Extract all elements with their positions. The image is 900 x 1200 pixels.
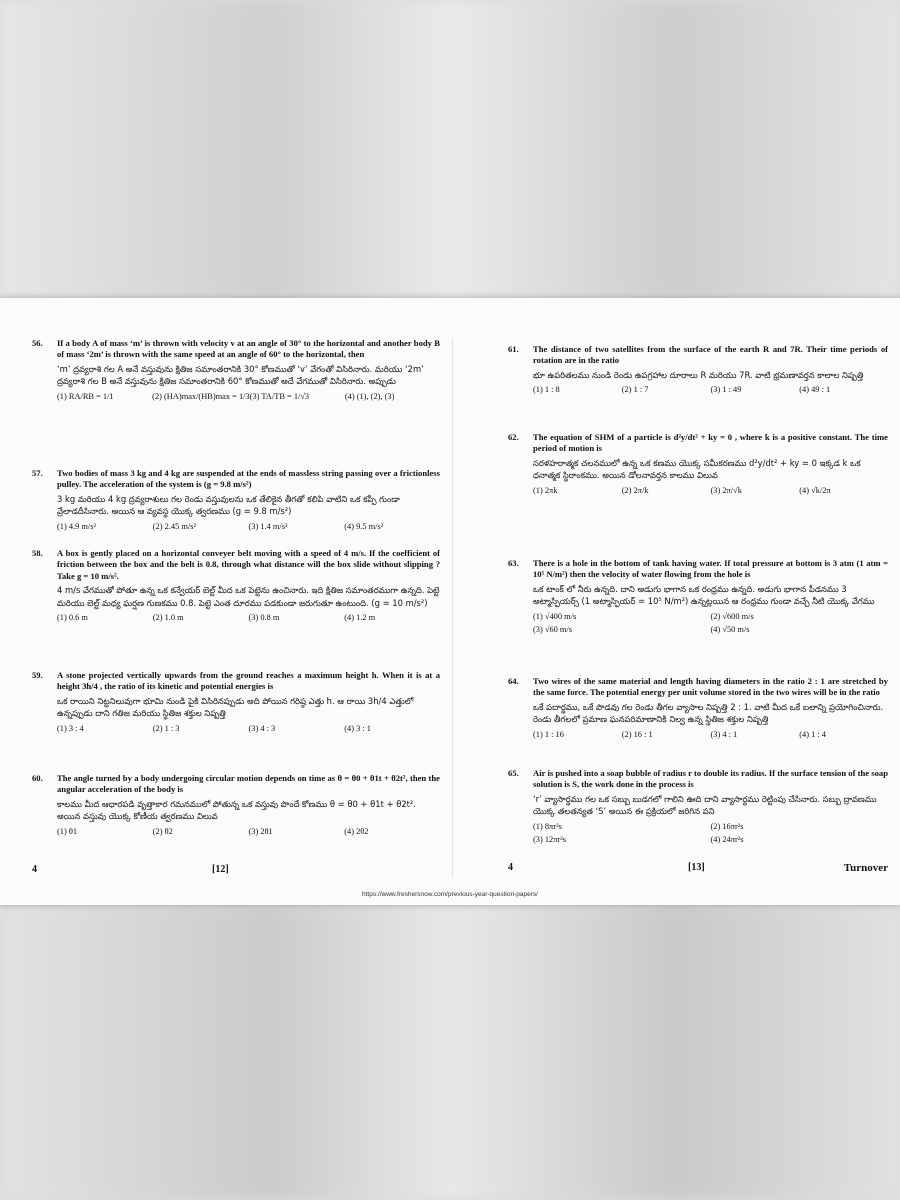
option-2: (2) 16πr²s (710, 822, 744, 831)
option-4: (4) (1), (2), (3) (344, 392, 395, 401)
question-text-english: Two bodies of mass 3 kg and 4 kg are suspended at the ends of massless string passing over a frictionless pulley. The acceleration of the system is (g = 9.8 m/s²) (57, 468, 440, 490)
question-text-telugu: 4 m/s వేగముతో పోతూ ఉన్న ఒక కన్వేయర్ బెల్ట్ మీద ఒక పెట్టెను ఉంచినారు. ఇది క్షితిజ సమాంతరముగా ఉన్నది. పెట్టె మరియు బెల్ట్ మధ్య ఘర్షణ గుణకము 0.8. పెట్టె ఎంత దూరము పడకుండా జరుగుతూ ఉంటుంది. (g = 10 m/s²) (57, 585, 440, 608)
option-4: (4) 9.5 m/s² (344, 522, 384, 531)
question-number: 57. (32, 468, 43, 478)
column-divider (452, 338, 453, 878)
option-3: (3) √60 m/s (533, 625, 573, 635)
option-2: (2) 2.45 m/s² (152, 522, 196, 531)
question-number: 63. (508, 558, 519, 568)
question-number: 65. (508, 768, 519, 778)
answer-options (533, 611, 888, 636)
page-number-center: [13] (688, 862, 705, 873)
question-58 (32, 548, 440, 624)
option-3: (3) TA/TB = 1/√3 (249, 392, 310, 401)
question-65 (508, 768, 888, 846)
option-1: (1) 1 : 8 (533, 385, 560, 395)
question-number: 64. (508, 676, 519, 686)
option-1: (1) 2πk (533, 486, 558, 495)
question-text-telugu: సరళహరాత్మక చలనములో ఉన్న ఒక కణము యొక్క సమీకరణము d²y/dt² + ky = 0 ఇక్కడ k ఒక ధనాత్మక స్థిరాంకము. అయిన డోలనావర్తన కాలము విలువ (533, 457, 861, 481)
question-text-english: There is a hole in the bottom of tank having water. If total pressure at bottom is 3 atm (1 atm = 10⁵ N/m²) then the velocity of water flowing from the hole is (533, 558, 888, 580)
question-text-english: A box is gently placed on a horizontal conveyer belt moving with a speed of 4 m/s. If the coefficient of friction between the box and the belt is 0.8, through what distance will the box slide without slipping ? Take g = 10 m/s². (57, 548, 440, 581)
question-text-telugu: ‘m’ ద్రవ్యరాశి గల A అనే వస్తువును క్షితిజ సమాంతరానికి 30° కోణముతో ‘v’ వేగంతో విసిరినారు. మరియు ‘2m’ ద్రవ్యరాశి గల B అనే వస్తువును క్షితిజ సమాంతరానికి 60° కోణముతో అదే వేగముతో విసిరినారు. అప్పుడు (57, 363, 424, 387)
question-number: 62. (508, 432, 519, 442)
page-number-center: [12] (212, 864, 229, 875)
option-1: (1) 8πr²s (533, 822, 562, 831)
answer-options (57, 612, 440, 623)
question-63 (508, 558, 888, 636)
question-number: 60. (32, 773, 43, 783)
option-4: (4) √50 m/s (710, 625, 750, 635)
option-2: (2) 1 : 3 (152, 724, 180, 733)
question-paper-spread (0, 298, 900, 905)
option-2: (2) (HA)max/(HB)max = 1/3 (152, 392, 250, 401)
option-2: (2) √600 m/s (710, 612, 754, 621)
question-61 (508, 344, 888, 396)
question-text-english: The angle turned by a body undergoing circular motion depends on time as θ = θ0 + θ1t + θ2t², then the angular acceleration of the body is (57, 773, 440, 795)
question-59 (32, 670, 440, 734)
option-4: (4) 49 : 1 (799, 385, 831, 395)
option-4: (4) 1.2 m (344, 613, 376, 623)
option-3: (3) 1 : 49 (710, 385, 742, 395)
question-text-telugu: ఒక టాంక్ లో నీరు ఉన్నది. దాని అడుగు భాగాన ఒక రంధ్రము ఉన్నది. అడుగు భాగాన పీడనము 3 అట్మాస్ఫియర్స్ (1 అట్మాస్ఫియర్ = 10⁵ N/m²) ఉన్నట్లయిన ఆ రంధ్రము గుండా వచ్చే నీటి యొక్క వేగము (533, 583, 875, 607)
option-3: (3) 2θ1 (248, 827, 273, 836)
page-number-left: 4 (508, 862, 513, 873)
option-4: (4) 24πr²s (710, 835, 744, 845)
option-2: (2) 1.0 m (152, 613, 184, 623)
option-3: (3) 2π/√k (710, 486, 742, 495)
option-1: (1) √400 m/s (533, 612, 577, 621)
question-text-english: Two wires of the same material and length having diameters in the ratio 2 : 1 are stretched by the same force. The potential energy per unit volume stored in the two wires will be in the ratio (533, 676, 888, 698)
question-number: 58. (32, 548, 43, 558)
question-number: 56. (32, 338, 43, 348)
option-3: (3) 4 : 3 (248, 724, 276, 733)
footer-url[interactable]: https://www.freshersnow.com/previous-year-question-papers/ (362, 891, 538, 898)
question-57 (32, 468, 440, 532)
option-4: (4) √k/2π (799, 486, 831, 495)
question-number: 59. (32, 670, 43, 680)
option-2: (2) θ2 (152, 827, 173, 836)
option-1: (1) 4.9 m/s² (57, 522, 97, 531)
option-4: (4) 1 : 4 (799, 730, 826, 739)
question-text-telugu: ‘r’ వ్యాసార్థము గల ఒక సబ్బు బుడగలో గాలిని ఊది దాని వ్యాసార్థము రెట్టింపు చేసినారు. సబ్బు ద్రావణము యొక్క తలతన్యత ‘S’ అయిన ఈ ప్రక్రియలో జరిగిన పని (533, 793, 877, 817)
answer-options (57, 723, 440, 734)
turnover-label: Turnover (843, 862, 888, 874)
blurred-previous-page (0, 0, 900, 298)
question-text-english: If a body A of mass ‘m’ is thrown with velocity v at an angle of 30° to the horizontal and another body B of mass ‘2m’ is thrown with the same speed at an angle of 60° to the horizontal, then (57, 338, 440, 360)
option-3: (3) 12πr²s (533, 835, 567, 845)
question-text-telugu: కాలము మీద ఆధారపడి వృత్తాకార గమనములో పోతున్న ఒక వస్తువు పొందే కోణము θ = θ0 + θ1t + θ2t². అయిన వస్తువు యొక్క కోణీయ త్వరణము విలువ (57, 798, 416, 822)
question-text-telugu: 3 kg మరియు 4 kg ద్రవ్యరాశులు గల రెండు వస్తువులను ఒక తేలికైన తీగతో కలిపి వాటిని ఒక కప్పీ గుండా వ్రేలాడదీసినారు. అయిన ఆ వ్యవస్థ యొక్క త్వరణము (g = 9.8 m/s²) (57, 493, 400, 517)
question-text-telugu: ఒక రాయిని నిట్టనిలువుగా భూమి నుండి పైకి విసిరినప్పుడు అది పోయిన గరిష్ఠ ఎత్తు h. ఆ రాయి 3h/4 ఎత్తులో ఉన్నప్పుడు దాని గతిజ మరియు స్థితిజ శక్తుల నిష్పత్తి (57, 695, 414, 719)
question-text-telugu: భూ ఉపరితలము నుండి రెండు ఉపగ్రహాల దూరాలు R మరియు 7R. వాటి భ్రమణావర్తన కాలాల నిష్పత్తి (533, 369, 864, 380)
question-text-english: The distance of two satellites from the surface of the earth R and 7R. Their time periods of rotation are in the ratio (533, 344, 888, 366)
option-2: (2) 2π/k (621, 486, 649, 495)
question-text-english: A stone projected vertically upwards from the ground reaches a maximum height h. When it is at a height 3h/4 , the ratio of its kinetic and potential energies is (57, 670, 440, 692)
question-text-telugu: ఒకే పదార్థము, ఒకే పొడవు గల రెండు తీగల వ్యాసాల నిష్పత్తి 2 : 1. వాటి మీద ఒకే బలాన్ని ప్రయోగించినారు. రెండు తీగలలో ప్రమాణ ఘనపరిమాణానికి నిల్వ ఉన్న స్థితిజ శక్తుల నిష్పత్తి (533, 701, 884, 725)
blurred-next-page (0, 905, 900, 1200)
question-64 (508, 676, 888, 740)
question-number: 61. (508, 344, 519, 354)
option-1: (1) 0.6 m (57, 613, 88, 623)
option-2: (2) 1 : 7 (621, 385, 649, 395)
answer-options (57, 521, 440, 532)
option-1: (1) 3 : 4 (57, 724, 84, 733)
option-4: (4) 3 : 1 (344, 724, 371, 733)
question-56 (32, 338, 440, 402)
question-text-english: The equation of SHM of a particle is d²y/dt² + ky = 0 , where k is a positive constant. The time period of motion is (533, 432, 888, 454)
question-62 (508, 432, 888, 496)
option-2: (2) 16 : 1 (621, 730, 653, 739)
page-number-left: 4 (32, 864, 37, 875)
option-1: (1) θ1 (57, 827, 78, 836)
option-1: (1) 1 : 16 (533, 730, 564, 739)
option-1: (1) RA/RB = 1/1 (57, 392, 114, 401)
option-3: (3) 1.4 m/s² (248, 522, 288, 531)
question-text-english: Air is pushed into a soap bubble of radius r to double its radius. If the surface tension of the soap solution is S, the work done in the process is (533, 768, 888, 790)
option-3: (3) 4 : 1 (710, 730, 738, 739)
answer-options (533, 485, 888, 496)
question-60 (32, 773, 440, 837)
answer-options (57, 826, 440, 837)
option-3: (3) 0.8 m (248, 613, 280, 623)
option-4: (4) 2θ2 (344, 827, 369, 836)
answer-options (57, 391, 440, 402)
answer-options (533, 729, 888, 740)
answer-options (533, 821, 888, 846)
answer-options (533, 384, 888, 395)
